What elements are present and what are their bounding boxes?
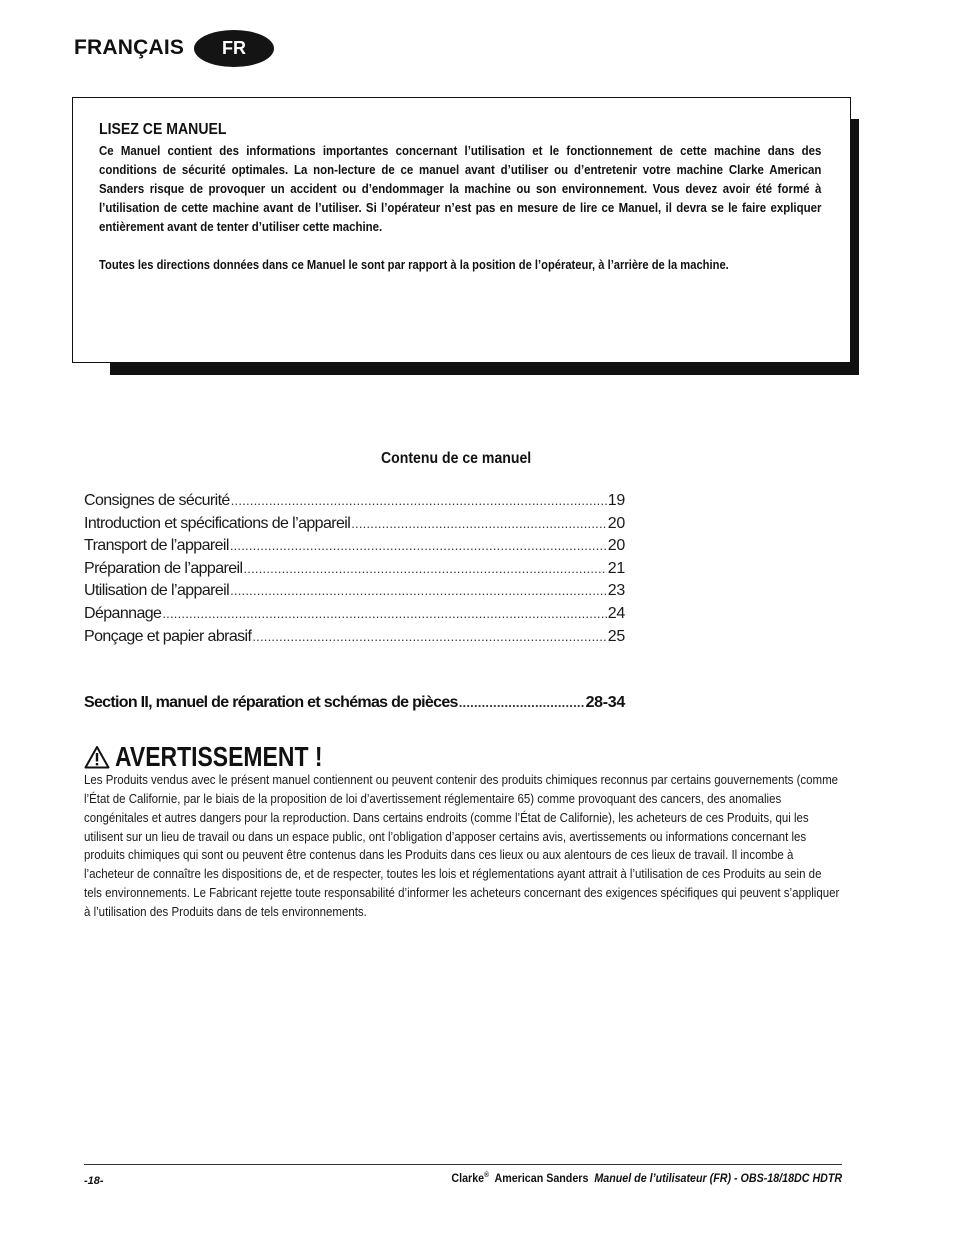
toc-leader-dots xyxy=(252,629,606,644)
toc-entry[interactable] xyxy=(84,628,625,651)
toc-leader-dots xyxy=(459,695,585,710)
toc-leader-dots xyxy=(351,516,607,531)
toc-section-2-entry[interactable] xyxy=(84,694,625,712)
toc-entry-page: 20 xyxy=(607,537,625,555)
toc-entry-label: Préparation de l’appareil xyxy=(84,559,243,577)
toc-leader-dots xyxy=(162,606,606,621)
footer-page-number: -18- xyxy=(84,1175,104,1187)
notice-title: LISEZ CE MANUEL xyxy=(99,121,227,138)
notice-paragraph-1: Ce Manuel contient des informations importantes concernant l’utilisation et le fonctionnement de cette machine dans des conditions de sécurité optimales. La non-lecture de ce manuel avant d’utiliser ou d’entretenir votre machine Clarke American Sanders risque de provoquer un accident ou d’endommager la machine ou son environnement. Vous devez avoir été formé à l’utilisation de cette machine avant de l’utiliser. Si l’opérateur n’est pas en mesure de lire ce Manuel, il devra se le faire expliquer entièrement avant de tenter d’utiliser cette machine. xyxy=(99,143,822,234)
footer-divider xyxy=(84,1164,842,1165)
toc-section-2-page: 28-34 xyxy=(585,694,625,711)
table-of-contents xyxy=(84,492,625,650)
warning-header xyxy=(84,741,368,773)
toc-entry-label: Ponçage et papier abrasif xyxy=(84,627,252,645)
language-badge: FR xyxy=(194,30,274,67)
toc-entry-label: Introduction et spécifications de l’appareil xyxy=(84,514,351,532)
warning-triangle-icon xyxy=(84,745,110,769)
footer-manual-reference xyxy=(451,1172,842,1185)
language-label: FRANÇAIS xyxy=(74,36,185,59)
toc-entry[interactable] xyxy=(84,537,625,560)
toc-title: Contenu de ce manuel xyxy=(381,450,532,467)
toc-entry[interactable] xyxy=(84,492,625,515)
toc-leader-dots xyxy=(230,538,607,553)
toc-leader-dots xyxy=(231,493,607,508)
toc-entry-label: Transport de l’appareil xyxy=(84,537,229,555)
toc-entry-page: 25 xyxy=(607,627,625,645)
toc-leader-dots xyxy=(230,583,607,598)
toc-entry-page: 23 xyxy=(607,582,625,600)
toc-section-2-label: Section II, manuel de réparation et schémas de pièces xyxy=(84,694,458,711)
notice-paragraph-2: Toutes les directions données dans ce Manuel le sont par rapport à la position de l’opérateur, à l’arrière de la machine. xyxy=(99,257,729,272)
warning-title: AVERTISSEMENT ! xyxy=(115,741,323,772)
toc-entry[interactable] xyxy=(84,582,625,605)
toc-entry-label: Consignes de sécurité xyxy=(84,492,230,509)
toc-entry-page: 19 xyxy=(607,492,625,509)
read-manual-notice xyxy=(72,97,851,363)
footer-manual-title: Manuel de l’utilisateur (FR) - OBS-18/18DC HDTR xyxy=(594,1172,842,1185)
footer-brand: Clarke xyxy=(451,1172,484,1185)
toc-entry[interactable] xyxy=(84,560,625,583)
toc-entry-page: 24 xyxy=(607,604,625,622)
warning-body: Les Produits vendus avec le présent manuel contiennent ou peuvent contenir des produits chimiques reconnus par certains gouvernements (comme l’État de Californie, par le biais de la proposition de loi d’avertissement réglementaire 65) comme provoquant des cancers, des anomalies congénitales et autres dangers pour la reproduction. Dans certains endroits (comme l’État de Californie), les acheteurs de ces Produits, qui les utilisent sur un lieu de travail ou dans un espace public, ont l’obligation d’apposer certains avis, avertissements ou informations concernant les produits chimiques qui sont ou peuvent être contenus dans les Produits dans ces lieux ou aux alentours de ces lieux de travail. Il incombe à l’acheteur de connaître les dispositions de, et de respecter, toutes les lois et réglementations ayant attrait à l’utilisation de ces Produits au sein de tels environnements. Le Fabricant rejette toute responsabilité d’informer les acheteurs concernant des exigences spécifiques qui peuvent s’appliquer à l’utilisation des Produits dans de tels environnements. xyxy=(84,772,840,919)
footer-company: American Sanders xyxy=(494,1172,589,1185)
registered-mark: ® xyxy=(483,1172,489,1179)
toc-entry-label: Utilisation de l’appareil xyxy=(84,582,230,600)
toc-entry-page: 21 xyxy=(607,559,625,577)
toc-entry[interactable] xyxy=(84,605,625,628)
toc-entry-page: 20 xyxy=(607,514,625,532)
toc-entry-label: Dépannage xyxy=(84,604,162,622)
toc-leader-dots xyxy=(243,561,606,576)
toc-entry[interactable] xyxy=(84,515,625,538)
